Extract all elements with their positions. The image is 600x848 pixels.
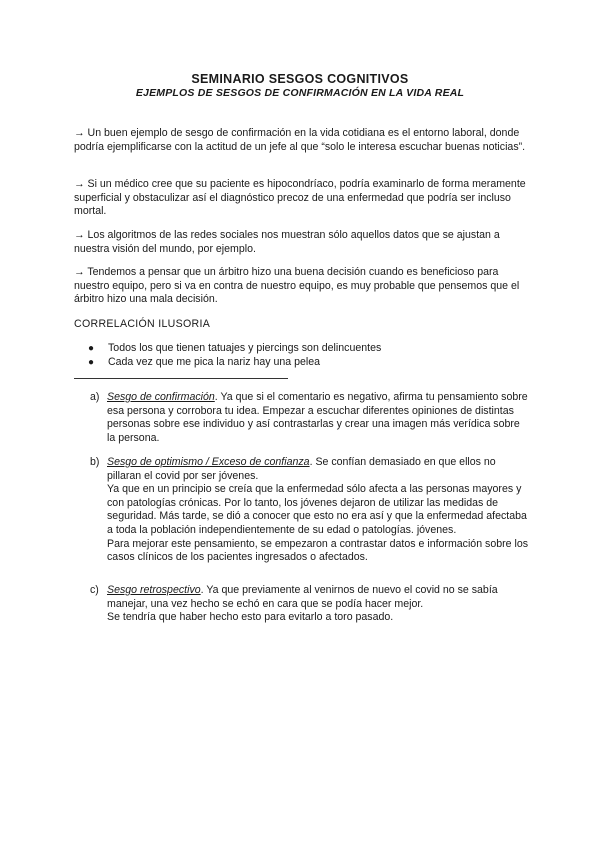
bullet-list [88,342,528,369]
sesgo-item [90,391,530,445]
sesgo-term: Sesgo retrospectivo [107,584,201,596]
example-paragraph: → Tendemos a pensar que un árbitro hizo una buena decisión cuando es beneficioso para nuestro equipo, pero si va en contra de nuestro equipo, es muy probable que pensemos que el árbitro hizo una mala decisión. [74,266,520,306]
sesgo-term: Sesgo de optimismo / Exceso de confianza [107,456,310,468]
list-item [88,342,528,356]
sesgo-term: Sesgo de confirmación [107,391,215,403]
document-subtitle: EJEMPLOS DE SESGOS DE CONFIRMACIÓN EN LA VIDA REAL [135,87,465,99]
divider [74,378,288,379]
sesgo-item [90,584,530,625]
section-heading: CORRELACIÓN ILUSORIA [74,318,211,330]
item-marker: b) [90,456,100,468]
example-paragraph: → Los algoritmos de las redes sociales nos muestran sólo aquellos datos que se ajustan a nuestra visión del mundo, por ejemplo. [74,229,500,255]
sesgo-extra-text: Para mejorar este pensamiento, se empezaron a contrastar datos e información sobre los casos clínicos de los pacientes ingresados o afectados. [107,537,529,564]
item-marker: a) [90,391,100,403]
list-item-text: Cada vez que me pica la nariz hay una pelea [108,355,321,368]
sesgo-extra-text: Se tendría que haber hecho esto para evitarlo a toro pasado. [107,611,394,624]
bullet-icon: ● [88,356,95,368]
sesgo-extra-text: Ya que en un principio se creía que la enfermedad sólo afecta a las personas mayores y con patologías crónicas. Por lo tanto, los jóvenes dejaron de utilizar las medidas de seguridad. Más tarde, se dió a conocer que esto no era así y que la enfermedad afectaba a toda la población independientemente de su edad o patologías. jóvenes. [107,483,527,536]
example-paragraph: → Si un médico cree que su paciente es hipocondríaco, podría examinarlo de forma meramente superficial y obstaculizar así el diagnóstico precoz de una enfermedad que podría ser incluso mortal. [74,178,526,218]
sesgo-text: . Se confían demasiado en que ellos no pillaran el covid por ser jóvenes. [107,456,496,482]
sesgo-item [90,456,530,565]
example-paragraph: → Un buen ejemplo de sesgo de confirmación en la vida cotidiana es el entorno laboral, donde podría ejemplificarse con la actitud de un jefe al que “solo le interesa escuchar buenas noticias”. [74,127,526,153]
sesgo-text: . Ya que previamente al venirnos de nuevo el covid no se sabía manejar, una vez hecho se echó en cara que se podía hacer mejor. [107,584,498,610]
document-title: SEMINARIO SESGOS COGNITIVOS [191,72,409,86]
item-marker: c) [90,584,99,596]
bullet-icon: ● [88,343,95,354]
sesgo-text: . Ya que si el comentario es negativo, afirma tu pensamiento sobre esa persona y corrobora tu idea. Empezar a escuchar diferentes opiniones de distintas personas sobre ese individuo y así contrastarlas y crear una imagen más verídica sobre la persona. [107,391,528,444]
list-item [88,356,528,370]
list-item-text: Todos los que tienen tatuajes y piercings son delincuentes [108,342,382,354]
